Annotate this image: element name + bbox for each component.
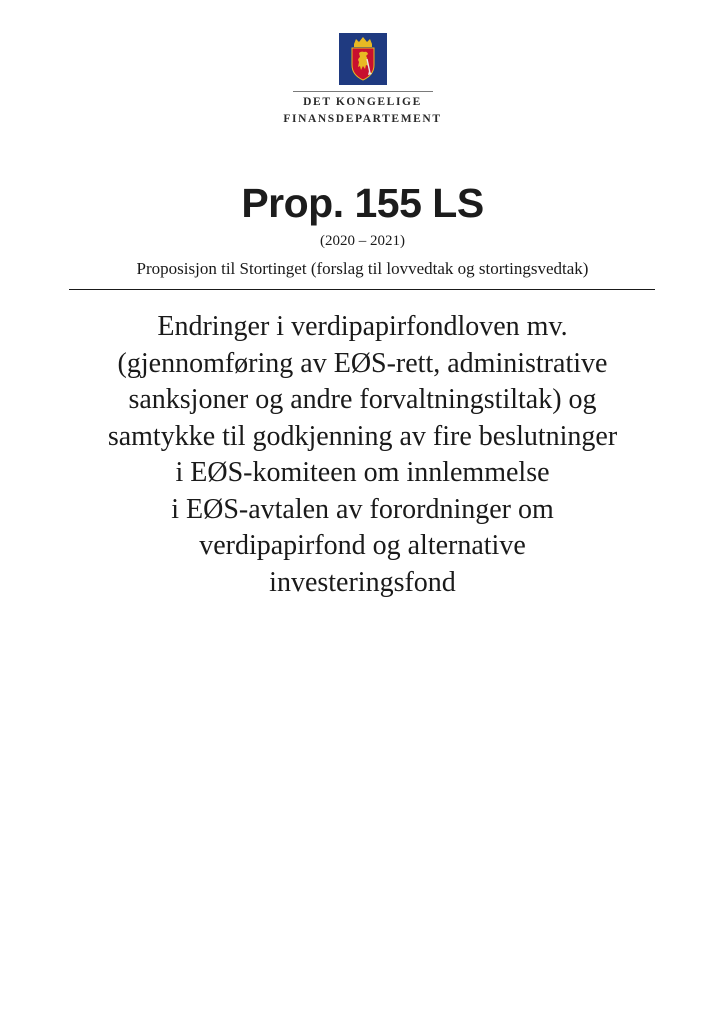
heading-line: samtykke til godkjenning av fire beslutninger [107, 420, 618, 452]
department-name-line1: DET KONGELIGE [303, 96, 422, 108]
document-heading [40, 309, 685, 601]
proposition-subtitle: Proposisjon til Stortinget (forslag til lovvedtak og stortingsvedtak) [136, 259, 589, 278]
heading-line: sanksjoner og andre forvaltningstiltak) og [128, 384, 597, 415]
norwegian-coat-of-arms-icon [339, 33, 387, 85]
title-divider [69, 289, 655, 290]
heading-line: Endringer i verdipapirfondloven mv. [157, 311, 568, 342]
heading-line: investeringsfond [269, 566, 456, 598]
department-logo [0, 33, 725, 126]
logo-divider [293, 91, 433, 92]
heading-line: i EØS-avtalen av forordninger om [171, 493, 554, 525]
heading-line: verdipapirfond og alternative [199, 530, 526, 561]
heading-line: i EØS-komiteen om innlemmelse [175, 457, 550, 488]
proposition-title: Prop. 155 LS [241, 180, 484, 226]
department-name-line2: FINANSDEPARTEMENT [283, 113, 442, 125]
session-years: (2020 – 2021) [320, 233, 405, 249]
heading-line: (gjennomføring av EØS-rett, administrative [117, 347, 608, 379]
